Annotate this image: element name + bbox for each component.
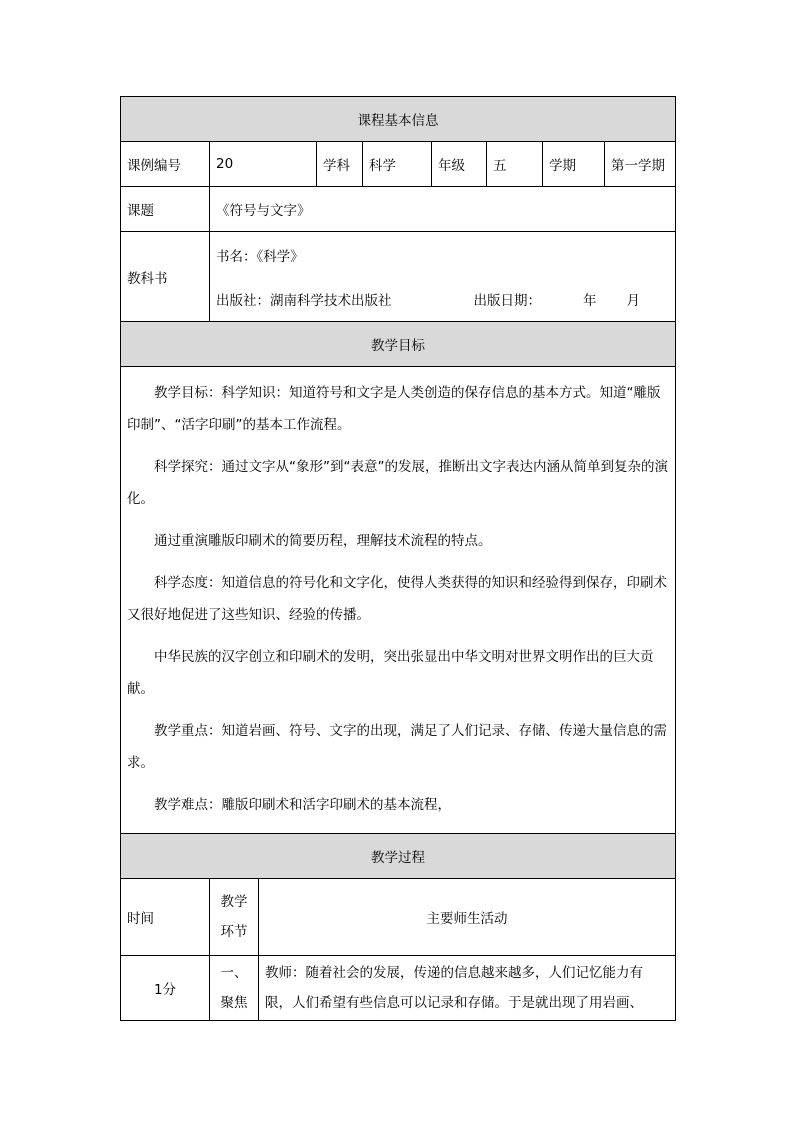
- topic-value: 《符号与文字》: [210, 187, 676, 232]
- pub-year-label: 年: [583, 292, 597, 309]
- objective-paragraph: 教学重点：知道岩画、符号、文字的出现，满足了人们记录、存储、传递大量信息的需求。: [127, 723, 667, 771]
- case-no-label: 课例编号: [121, 142, 210, 187]
- section-header-objectives: 教学目标: [121, 322, 676, 367]
- objective-paragraph: 教学目标：科学知识：知道符号和文字是人类创造的保存信息的基本方式。知道“雕版印制”、“活字印刷”的基本工作流程。: [127, 385, 661, 433]
- section-header-process: 教学过程: [121, 834, 676, 879]
- process-row-time: 1分: [121, 956, 210, 1021]
- process-row-group: [210, 956, 676, 1021]
- book-name: 书名：《科学》: [216, 248, 304, 265]
- subject-label: 学科: [317, 142, 363, 187]
- objectives-cell: [121, 367, 676, 834]
- grade-value: 五: [487, 142, 543, 187]
- process-row-activity: 教师：随着社会的发展，传递的信息越来越多，人们记忆能力有限，人们希望有些信息可以记录和存储。于是就出现了用岩画、: [265, 965, 643, 1011]
- col-header-stage: 教学环节: [210, 879, 259, 955]
- pub-month-label: 月: [626, 292, 640, 309]
- term-value: 第一学期: [605, 142, 676, 187]
- publisher: 出版社：湖南科学技术出版社: [216, 292, 392, 309]
- process-row-stage: 一、聚焦: [210, 956, 259, 1020]
- lesson-plan-table: [120, 96, 676, 1021]
- subject-value: 科学: [363, 142, 432, 187]
- publisher-line: [216, 277, 669, 321]
- objective-paragraph: 教学难点：雕版印刷术和活字印刷术的基本流程，: [154, 797, 451, 813]
- objective-paragraph: 中华民族的汉字创立和印刷术的发明，突出张显出中华文明对世界文明作出的巨大贡献。: [127, 649, 654, 697]
- case-no-value: 20: [210, 142, 317, 187]
- pub-date-label: 出版日期：: [473, 292, 541, 309]
- textbook-details: [210, 232, 676, 322]
- textbook-label: 教科书: [121, 232, 210, 322]
- col-header-activity: 主要师生活动: [426, 911, 508, 927]
- term-label: 学期: [543, 142, 605, 187]
- col-header-time: [121, 879, 210, 956]
- objective-paragraph: 科学态度：知道信息的符号化和文字化，使得人类获得的知识和经验得到保存，印刷术又很好地促进了这些知识、经验的传播。: [127, 575, 667, 623]
- book-name-line: [216, 233, 669, 277]
- section-header-basic-info: 课程基本信息: [121, 97, 676, 142]
- col-header-time-text: 时间: [127, 911, 154, 927]
- objective-paragraph: 科学探究：通过文字从“象形”到“表意”的发展，推断出文字表达内涵从简单到复杂的演化。: [127, 459, 668, 507]
- lesson-plan-page: [120, 96, 675, 1021]
- objective-paragraph: 通过重演雕版印刷术的简要历程，理解技术流程的特点。: [154, 533, 492, 549]
- grade-label: 年级: [432, 142, 487, 187]
- process-header-group: [210, 879, 676, 956]
- topic-label: 课题: [121, 187, 210, 232]
